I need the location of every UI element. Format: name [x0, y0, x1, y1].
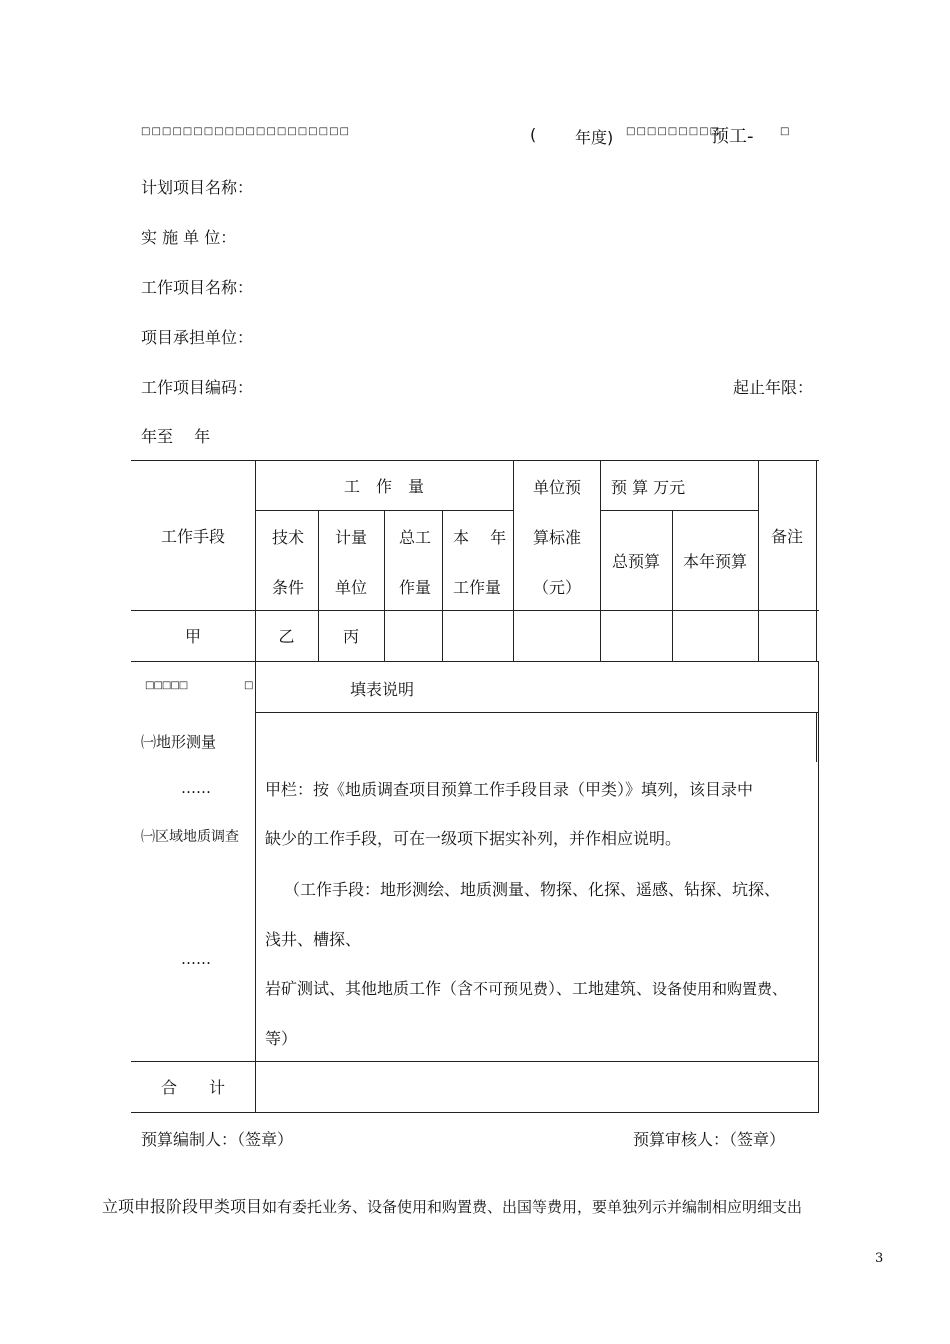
left-garbled-box: □: [244, 680, 253, 691]
year-range: 年至 年: [141, 427, 211, 446]
col-budget-group: 预 算 万元: [611, 478, 686, 497]
stage-note: [102, 1194, 802, 1217]
form-code: 预工-: [711, 126, 754, 147]
header-garbled-text: □□□□□□□□□□□□□□□□□□□□: [141, 126, 350, 137]
plan-project-name-label: 计划项目名称：: [141, 178, 254, 197]
col-std-line3: （元）: [533, 578, 582, 597]
item-topographic-survey: ㈠地形测量: [141, 733, 217, 751]
item-ellipsis-1: ……: [181, 779, 211, 797]
page-number: 3: [875, 1251, 884, 1266]
header-garbled-right: □□□□□□□□□: [626, 126, 721, 137]
instruction-line-1: 甲栏：按《地质调查项目预算工作手段目录（甲类）》填列，该目录中: [265, 780, 754, 799]
year-open-paren: (: [530, 125, 537, 144]
instruction-line-5: [265, 976, 787, 999]
instruction-line-3: （工作手段：地形测绘、地质测量、物探、化探、遥感、钻探、坑探、: [284, 880, 781, 899]
implementing-unit-label: 实 施 单 位：: [141, 228, 237, 247]
work-project-name-label: 工作项目名称：: [141, 278, 254, 297]
row-label-b: 乙: [278, 627, 295, 646]
item-regional-geology: ㈠区域地质调查: [141, 829, 239, 845]
year-label: 年度): [575, 128, 614, 147]
total-row-label: 合 计: [160, 1078, 225, 1097]
item-ellipsis-2: ……: [181, 950, 211, 968]
instruction-line-5-part-d: 设备使用和购置费、: [652, 980, 788, 998]
instruction-line-5-part-c: ）、工地建筑、: [548, 979, 653, 998]
stage-note-text: 如有委托业务、设备使用和购置费、出国等费用，要单独列示并编制相应明细支出: [262, 1198, 803, 1216]
instruction-title: 填表说明: [350, 680, 415, 699]
stage-label: 立项申报阶段甲类项目: [102, 1197, 263, 1216]
work-project-code-label: 工作项目编码：: [141, 378, 254, 397]
instruction-line-5-part-a: 岩矿测试、其他地质工作（含: [265, 979, 474, 998]
col-total-line1: 总工: [399, 528, 432, 547]
col-std-line2: 算标准: [533, 528, 582, 547]
instruction-line-6: 等）: [265, 1029, 298, 1048]
col-work-method: 工作手段: [160, 526, 225, 546]
col-year-line2: 工作量: [453, 578, 502, 597]
reviewer-signature: 预算审核人：（签章）: [633, 1130, 786, 1149]
form-code-box: □: [780, 126, 791, 137]
undertaking-unit-label: 项目承担单位：: [141, 328, 254, 347]
col-total-line2: 作量: [399, 578, 432, 597]
col-total-budget: 总预算: [611, 551, 660, 571]
col-tech-line2: 条件: [272, 578, 305, 597]
preparer-signature: 预算编制人：（签章）: [141, 1130, 294, 1149]
col-year-budget: 本年预算: [682, 551, 747, 571]
left-garbled-text: □□□□□: [145, 680, 188, 691]
col-std-line1: 单位预: [533, 478, 582, 497]
period-label: 起止年限：: [733, 378, 814, 397]
instruction-line-2: 缺少的工作手段，可在一级项下据实补列，并作相应说明。: [265, 829, 682, 848]
instruction-line-5-part-b: 不可预见费: [473, 980, 549, 998]
col-unit-line2: 单位: [335, 578, 368, 597]
instruction-line-4: 浅井、槽探、: [265, 930, 362, 949]
col-unit-line1: 计量: [335, 528, 368, 547]
row-label-a: 甲: [184, 627, 201, 646]
col-remarks: 备注: [770, 526, 803, 546]
col-tech-line1: 技术: [272, 528, 305, 547]
row-label-c: 丙: [342, 627, 359, 646]
col-workload-group: 工 作 量: [343, 476, 424, 496]
col-year-line1: 本 年: [453, 528, 507, 547]
